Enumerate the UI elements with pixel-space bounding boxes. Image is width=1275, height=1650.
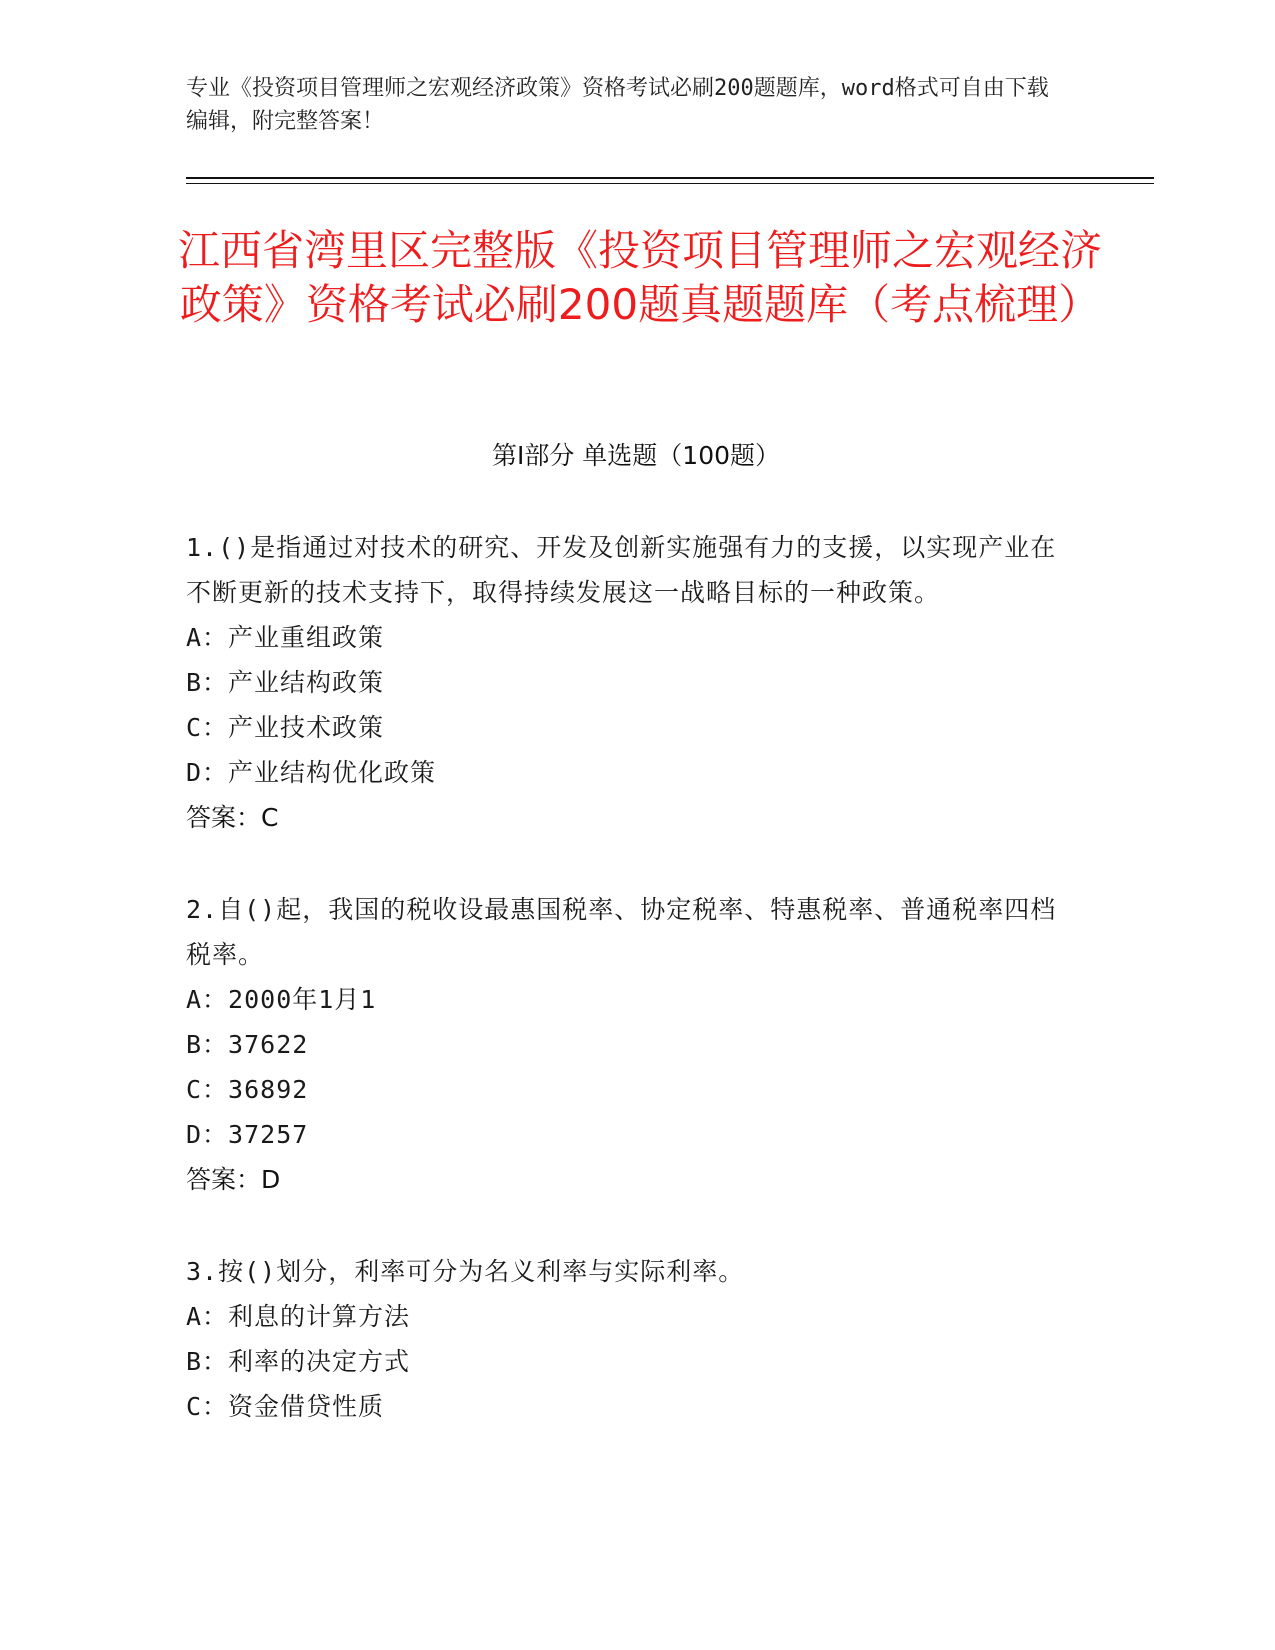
question-stem: 1.()是指通过对技术的研究、开发及创新实施强有力的支援，以实现产业在不断更新的技术支持下，取得持续发展这一战略目标的一种政策。 xyxy=(186,533,1057,607)
option-d: D：37257 xyxy=(186,1120,309,1149)
answer: 答案：C xyxy=(186,803,279,832)
header-divider-thin xyxy=(186,183,1154,184)
question-item xyxy=(186,525,1066,840)
answer: 答案：D xyxy=(186,1165,281,1194)
option-d: D：产业结构优化政策 xyxy=(186,758,437,787)
option-c: C：36892 xyxy=(186,1075,309,1104)
question-list xyxy=(186,525,1066,1476)
option-b: B：产业结构政策 xyxy=(186,668,385,697)
question-item xyxy=(186,887,1066,1202)
header-divider-thick xyxy=(186,177,1154,179)
option-a: A：2000年1月1 xyxy=(186,985,377,1014)
option-c: C：资金借贷性质 xyxy=(186,1392,385,1421)
question-stem: 3.按()划分，利率可分为名义利率与实际利率。 xyxy=(186,1257,745,1286)
option-b: B：利率的决定方式 xyxy=(186,1347,411,1376)
question-item xyxy=(186,1249,1066,1429)
option-a: A：产业重组政策 xyxy=(186,623,385,652)
option-a: A：利息的计算方法 xyxy=(186,1302,411,1331)
question-stem: 2.自()起，我国的税收设最惠国税率、协定税率、特惠税率、普通税率四档税率。 xyxy=(186,895,1057,969)
section-title: 第Ⅰ部分 单选题（100题） xyxy=(491,441,781,470)
option-c: C：产业技术政策 xyxy=(186,713,385,742)
header-note: 专业《投资项目管理师之宏观经济政策》资格考试必刷200题题库，word格式可自由下载编辑，附完整答案！ xyxy=(186,76,1049,134)
option-b: B：37622 xyxy=(186,1030,309,1059)
document-title: 江西省湾里区完整版《投资项目管理师之宏观经济政策》资格考试必刷200题真题题库（考点梳理） xyxy=(177,226,1102,329)
